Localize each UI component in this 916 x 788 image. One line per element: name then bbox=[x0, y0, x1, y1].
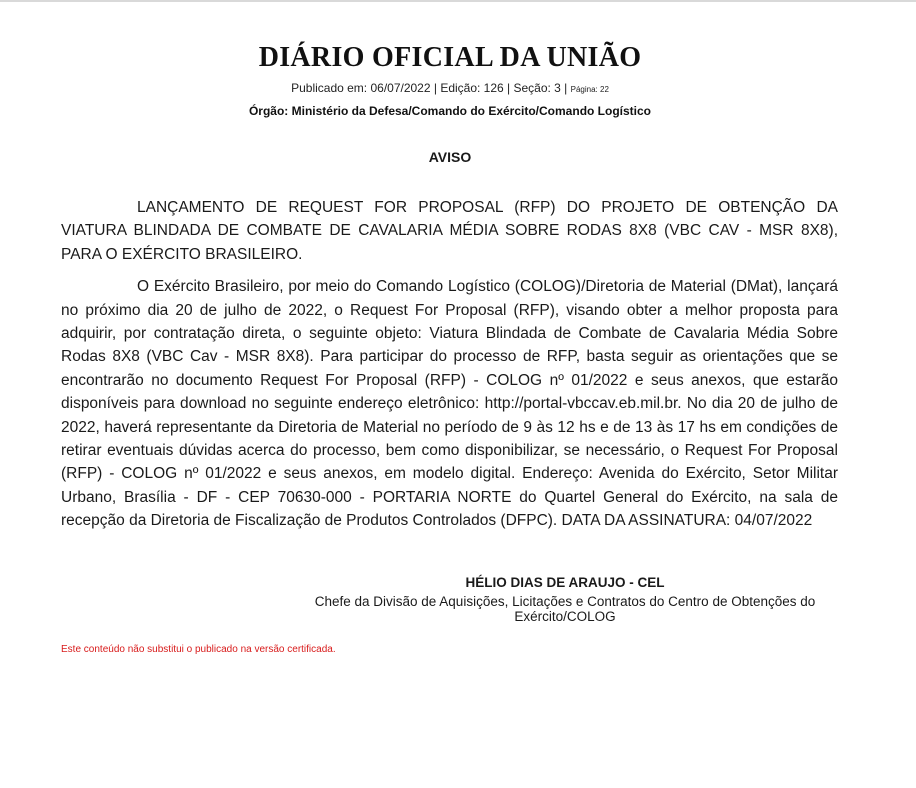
masthead-title: DIÁRIO OFICIAL DA UNIÃO bbox=[258, 42, 642, 73]
signer-name: HÉLIO DIAS DE ARAUJO - CEL bbox=[465, 575, 665, 590]
orgao-line: Órgão: Ministério da Defesa/Comando do Exército/Comando Logístico bbox=[248, 104, 652, 118]
publication-info-text: Publicado em: 06/07/2022 | Edição: 126 | Seção: 3 | bbox=[291, 81, 571, 95]
document-title: AVISO bbox=[428, 149, 472, 165]
certification-disclaimer: Este conteúdo não substitui o publicado na versão certificada. bbox=[61, 644, 336, 655]
top-divider bbox=[0, 0, 916, 2]
body-paragraph: O Exército Brasileiro, por meio do Comando Logístico (COLOG)/Diretoria de Material (DMat), lançará no próximo dia 20 de julho de 2022, o Request For Proposal (RFP), visando obter a melhor proposta para adquirir, por contratação direta, o seguinte objeto: Viatura Blindada de Combate de Cavalaria Média Sobre Rodas 8X8 (VBC Cav - MSR 8X8). Para participar do processo de RFP, basta seguir as orientações que se encontrarão no documento Request For Proposal (RFP) - COLOG nº 01/2022 e seus anexos, que estarão disponíveis para download no seguinte endereço eletrônico: http://portal-vbccav.eb.mil.br. No dia 20 de julho de 2022, haverá representante da Diretoria de Material no período de 9 às 12 hs e de 13 às 17 hs em condições de retirar eventuais dúvidas acerca do processo, bem como disponibilizar, se necessário, o Request For Proposal (RFP) - COLOG nº 01/2022 e seus anexos, em modelo digital. Endereço: Avenida do Exército, Setor Militar Urbano, Brasília - DF - CEP 70630-000 - PORTARIA NORTE do Quartel General do Exército, na sala de recepção da Diretoria de Fiscalização de Produtos Controlados (DFPC). DATA DA ASSINATURA: 04/07/2022 bbox=[61, 278, 838, 530]
signature-block bbox=[290, 574, 840, 624]
document-body bbox=[61, 196, 838, 533]
signer-role: Chefe da Divisão de Aquisições, Licitações e Contratos do Centro de Obtenções do Exército/COLOG bbox=[314, 594, 816, 624]
page-number: Página: 22 bbox=[570, 85, 609, 94]
document-header bbox=[0, 40, 900, 119]
subject-paragraph: LANÇAMENTO DE REQUEST FOR PROPOSAL (RFP) DO PROJETO DE OBTENÇÃO DA VIATURA BLINDADA DE COMBATE DE CAVALARIA MÉDIA SOBRE RODAS 8X8 (VBC CAV - MSR 8X8), PARA O EXÉRCITO BRASILEIRO. bbox=[61, 199, 838, 263]
publication-info bbox=[0, 80, 900, 98]
